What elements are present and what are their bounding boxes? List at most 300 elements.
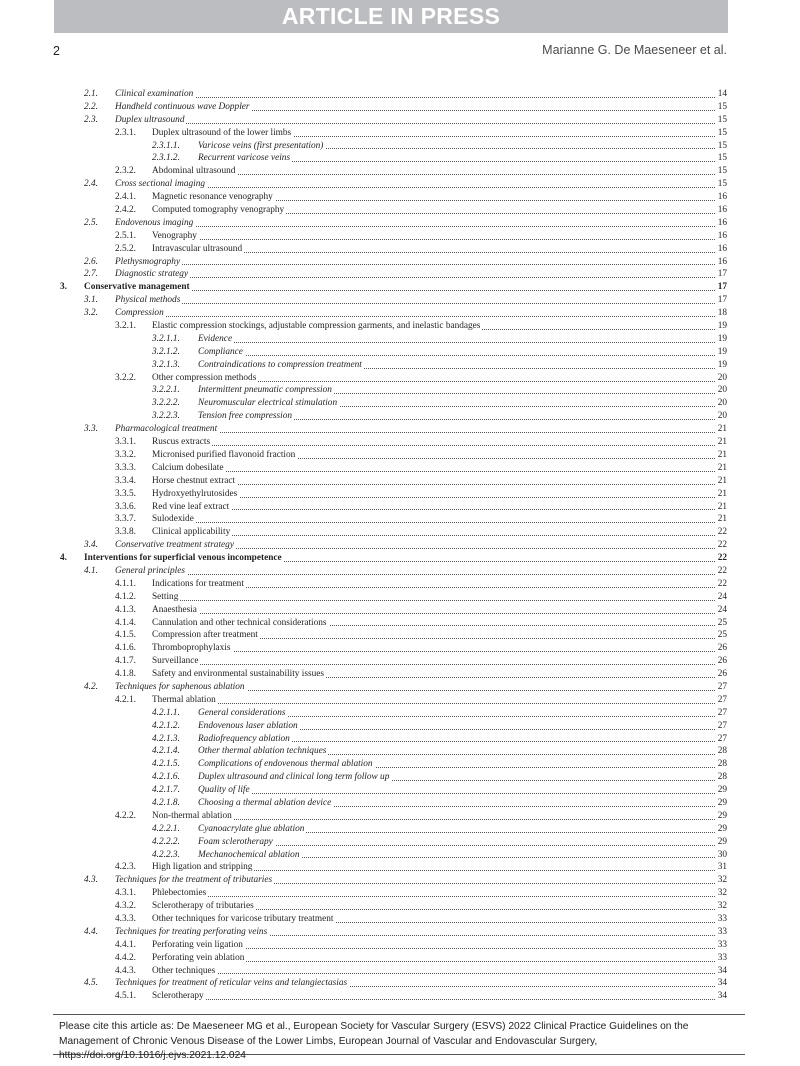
toc-entry-number: 4.2.1.6.	[152, 772, 180, 783]
toc-entry-page: 31	[717, 862, 727, 873]
toc-entry-number: 2.3.1.2.	[152, 153, 180, 164]
toc-entry-number: 3.3.7.	[115, 514, 136, 525]
toc-entry-title-wrap	[198, 410, 715, 423]
toc-entry-title: Conservative management	[84, 282, 190, 293]
toc-entry-title: Endovenous imaging	[115, 217, 194, 228]
toc-entry-page: 27	[717, 733, 727, 744]
toc-entry-title: Compression	[115, 308, 164, 319]
toc-entry-page: 33	[717, 926, 727, 937]
toc-entry-title: Calcium dobesilate	[152, 462, 224, 473]
toc-entry[interactable]	[0, 578, 800, 591]
toc-entry-number: 2.4.	[84, 179, 98, 190]
toc-entry[interactable]	[0, 268, 800, 281]
toc-entry[interactable]	[0, 733, 800, 746]
toc-entry-title: Perforating vein ablation	[152, 952, 245, 963]
toc-entry-page: 22	[717, 527, 727, 538]
toc-entry-title: Other thermal ablation techniques	[198, 746, 327, 757]
toc-entry-title-wrap	[198, 384, 715, 397]
dot-leader	[152, 600, 715, 601]
toc-entry-number: 4.1.4.	[115, 617, 136, 628]
toc-entry-title-wrap	[115, 217, 715, 230]
toc-entry-number: 3.2.2.2.	[152, 398, 180, 409]
toc-entry-number: 4.2.2.	[115, 810, 136, 821]
toc-entry-title-wrap	[198, 745, 715, 758]
toc-entry-title-wrap	[198, 707, 715, 720]
toc-entry-title-wrap	[115, 681, 715, 694]
toc-entry-title: Red vine leaf extract	[152, 501, 230, 512]
toc-entry-title: Abdominal ultrasound	[152, 166, 236, 177]
toc-entry-number: 4.2.2.2.	[152, 836, 180, 847]
toc-entry-title: General principles	[115, 565, 185, 576]
toc-entry-page: 29	[717, 810, 727, 821]
toc-entry-number: 4.2.1.5.	[152, 759, 180, 770]
toc-entry-page: 30	[717, 849, 727, 860]
toc-entry-title: Other techniques	[152, 965, 216, 976]
toc-entry-page: 21	[717, 424, 727, 435]
toc-entry-page: 32	[717, 888, 727, 899]
toc-entry-title: Computed tomography venography	[152, 205, 285, 216]
toc-entry-number: 2.3.2.	[115, 166, 136, 177]
toc-entry[interactable]	[0, 617, 800, 630]
toc-entry-number: 3.3.3.	[115, 462, 136, 473]
toc-entry-number: 4.4.2.	[115, 952, 136, 963]
toc-entry[interactable]	[0, 320, 800, 333]
toc-entry-number: 2.5.2.	[115, 243, 136, 254]
toc-entry-title: Contraindications to compression treatment	[198, 359, 362, 370]
toc-entry[interactable]	[0, 423, 800, 436]
toc-entry[interactable]	[0, 449, 800, 462]
toc-entry[interactable]	[0, 333, 800, 346]
toc-entry-number: 2.1.	[84, 89, 98, 99]
toc-entry-page: 25	[717, 617, 727, 628]
toc-entry-number: 4.2.1.3.	[152, 733, 180, 744]
toc-entry[interactable]	[0, 488, 800, 501]
toc-entry-number: 3.2.2.	[115, 372, 136, 383]
toc-entry[interactable]	[0, 359, 800, 372]
dot-leader	[152, 239, 715, 240]
toc-entry-page: 32	[717, 901, 727, 912]
toc-entry-title: Phlebectomies	[152, 888, 207, 899]
toc-entry[interactable]	[0, 565, 800, 578]
toc-entry-page: 16	[717, 256, 727, 267]
toc-entry[interactable]	[0, 462, 800, 475]
toc-entry[interactable]	[0, 887, 800, 900]
toc-entry-title-wrap	[198, 333, 715, 346]
toc-entry-page: 21	[717, 449, 727, 460]
toc-entry-title-wrap	[152, 127, 715, 140]
toc-entry-page: 15	[717, 166, 727, 177]
toc-entry-title: Duplex ultrasound	[115, 114, 185, 125]
toc-entry-title: Non-thermal ablation	[152, 810, 232, 821]
toc-entry-title: Foam sclerotherapy	[198, 836, 273, 847]
toc-entry-number: 4.1.	[84, 565, 98, 576]
toc-entry[interactable]	[0, 539, 800, 552]
toc-entry-page: 27	[717, 694, 727, 705]
toc-entry[interactable]	[0, 900, 800, 913]
toc-entry-title: Other techniques for varicose tributary treatment	[152, 914, 334, 924]
toc-entry-title: Clinical examination	[115, 89, 194, 99]
toc-entry-title: Cyanoacrylate glue ablation	[198, 823, 305, 834]
toc-entry-page: 34	[717, 978, 727, 989]
toc-entry[interactable]	[0, 836, 800, 849]
toc-entry-title-wrap	[152, 990, 715, 1003]
toc-entry-title-wrap	[152, 604, 715, 617]
toc-entry[interactable]	[0, 475, 800, 488]
toc-entry[interactable]	[0, 707, 800, 720]
page-number: 2	[53, 44, 60, 58]
toc-entry-page: 17	[717, 269, 727, 280]
toc-entry[interactable]	[0, 178, 800, 191]
toc-entry[interactable]	[0, 784, 800, 797]
toc-entry[interactable]	[0, 771, 800, 784]
toc-entry-title-wrap	[115, 539, 715, 552]
toc-entry[interactable]	[0, 436, 800, 449]
toc-entry-number: 4.2.2.3.	[152, 849, 180, 860]
toc-entry-number: 4.1.5.	[115, 630, 136, 641]
toc-entry-title: Compression after treatment	[152, 630, 258, 641]
toc-entry[interactable]	[0, 217, 800, 230]
toc-entry-title-wrap	[152, 320, 715, 333]
toc-entry-title: Pharmacological treatment	[115, 424, 218, 435]
toc-entry-page: 22	[717, 578, 727, 589]
toc-entry-title: Sclerotherapy of tributaries	[152, 901, 254, 912]
toc-entry-number: 2.5.1.	[115, 230, 136, 241]
toc-entry-title: Clinical applicability	[152, 527, 231, 538]
toc-entry[interactable]	[0, 926, 800, 939]
toc-entry[interactable]	[0, 281, 800, 294]
toc-entry-title-wrap	[152, 900, 715, 913]
toc-entry-number: 4.2.1.7.	[152, 785, 180, 796]
toc-entry[interactable]	[0, 346, 800, 359]
toc-entry-title: Intravascular ultrasound	[152, 243, 243, 254]
toc-entry-title-wrap	[198, 397, 715, 410]
toc-entry-title: Indications for treatment	[152, 578, 244, 589]
toc-entry[interactable]	[0, 372, 800, 385]
toc-entry[interactable]	[0, 990, 800, 1003]
toc-entry[interactable]	[0, 939, 800, 952]
toc-entry-page: 16	[717, 205, 727, 216]
toc-entry-page: 21	[717, 475, 727, 486]
toc-entry[interactable]	[0, 952, 800, 965]
toc-entry-title-wrap	[152, 629, 715, 642]
toc-entry-number: 4.1.2.	[115, 591, 136, 602]
toc-entry[interactable]	[0, 758, 800, 771]
toc-entry-title-wrap	[152, 372, 715, 385]
dot-leader	[115, 123, 715, 124]
toc-entry-number: 3.3.2.	[115, 449, 136, 460]
toc-entry[interactable]	[0, 604, 800, 617]
toc-entry-title: Ruscus extracts	[152, 437, 211, 448]
toc-entry-page: 27	[717, 681, 727, 692]
toc-entry-page: 26	[717, 669, 727, 680]
toc-entry-page: 15	[717, 114, 727, 125]
toc-entry-number: 4.4.	[84, 926, 98, 937]
toc-entry-title-wrap	[115, 423, 715, 436]
toc-entry[interactable]	[0, 810, 800, 823]
toc-entry[interactable]	[0, 861, 800, 874]
toc-entry-number: 4.3.2.	[115, 901, 136, 912]
toc-entry[interactable]	[0, 410, 800, 423]
dot-leader	[115, 264, 715, 265]
toc-entry-number: 3.2.1.1.	[152, 333, 180, 344]
toc-entry[interactable]	[0, 591, 800, 604]
toc-entry-title: Compliance	[198, 346, 243, 357]
toc-entry-title-wrap	[152, 462, 715, 475]
toc-entry-title-wrap	[115, 926, 715, 939]
toc-entry[interactable]	[0, 552, 800, 565]
toc-entry-title: Techniques for treating perforating veins	[115, 926, 268, 937]
toc-entry-title-wrap	[152, 230, 715, 243]
toc-entry-number: 3.2.1.2.	[152, 346, 180, 357]
toc-entry-number: 4.3.	[84, 875, 98, 886]
toc-entry-title: Evidence	[198, 333, 233, 344]
dot-leader	[152, 445, 715, 446]
toc-entry[interactable]	[0, 294, 800, 307]
toc-entry[interactable]	[0, 694, 800, 707]
dot-leader	[115, 316, 715, 317]
toc-entry[interactable]	[0, 745, 800, 758]
toc-entry-number: 4.3.3.	[115, 914, 136, 924]
toc-entry-page: 33	[717, 939, 727, 950]
toc-entry-page: 16	[717, 192, 727, 203]
toc-entry[interactable]	[0, 256, 800, 269]
toc-entry[interactable]	[0, 874, 800, 887]
toc-entry[interactable]	[0, 191, 800, 204]
toc-entry-title-wrap	[84, 281, 715, 294]
toc-entry-title: Varicose veins (first presentation)	[198, 140, 324, 151]
toc-entry-page: 20	[717, 411, 727, 422]
toc-entry-title-wrap	[198, 797, 715, 810]
toc-entry-number: 4.1.3.	[115, 604, 136, 615]
toc-entry-title: Mechanochemical ablation	[198, 849, 300, 860]
dot-leader	[115, 303, 715, 304]
toc-entry-title-wrap	[152, 243, 715, 256]
toc-entry-page: 29	[717, 797, 727, 808]
toc-entry-page: 19	[717, 346, 727, 357]
toc-entry-title: Magnetic resonance venography	[152, 192, 273, 203]
toc-entry-title-wrap	[115, 565, 715, 578]
toc-entry[interactable]	[0, 140, 800, 153]
toc-entry-title-wrap	[198, 836, 715, 849]
toc-entry-title: Sulodexide	[152, 514, 194, 525]
toc-entry-title: Endovenous laser ablation	[198, 720, 298, 731]
toc-entry-title: Surveillance	[152, 656, 199, 667]
toc-entry-number: 4.2.1.	[115, 694, 136, 705]
toc-entry-title: Conservative treatment strategy	[115, 540, 234, 551]
toc-entry[interactable]	[0, 397, 800, 410]
citation-footer: Please cite this article as: De Maeseneer MG et al., European Society for Vascular Surgery (ESVS) 2022 Clinical Practice Guidelines on the Management of Chronic Venous Disease of the Lower Limbs, European Journal of Vascular and Endovascular Surgery, https://doi.org/10.1016/j.ejvs.2021.12.024	[53, 1014, 745, 1055]
toc-entry-title-wrap	[84, 552, 715, 565]
toc-entry[interactable]	[0, 629, 800, 642]
toc-entry-title-wrap	[198, 140, 715, 153]
toc-entry-number: 4.2.1.4.	[152, 746, 180, 757]
article-in-press-banner: ARTICLE IN PRESS	[54, 0, 728, 33]
toc-entry-number: 3.1.	[84, 295, 98, 306]
toc-entry-title-wrap	[198, 849, 715, 862]
toc-entry-title-wrap	[115, 256, 715, 269]
toc-entry-title-wrap	[115, 101, 715, 114]
toc-entry-title: Cross sectional imaging	[115, 179, 206, 190]
dot-leader	[115, 97, 715, 98]
toc-entry-page: 16	[717, 243, 727, 254]
toc-entry[interactable]	[0, 513, 800, 526]
toc-entry-page: 26	[717, 656, 727, 667]
toc-entry-page: 16	[717, 217, 727, 228]
dot-leader	[115, 574, 715, 575]
toc-entry-page: 29	[717, 836, 727, 847]
toc-entry-title: Duplex ultrasound and clinical long term follow up	[198, 772, 390, 783]
toc-entry-page: 20	[717, 385, 727, 396]
toc-entry-title: Neuromuscular electrical stimulation	[198, 398, 338, 409]
toc-entry-title: Setting	[152, 591, 179, 602]
toc-entry-number: 4.4.3.	[115, 965, 136, 976]
toc-entry-page: 19	[717, 321, 727, 332]
toc-entry-page: 25	[717, 630, 727, 641]
toc-entry[interactable]	[0, 965, 800, 978]
toc-entry-title-wrap	[198, 758, 715, 771]
toc-entry-page: 27	[717, 720, 727, 731]
toc-entry-title: General considerations	[198, 707, 286, 718]
toc-entry-page: 17	[717, 282, 727, 293]
toc-entry-title: Safety and environmental sustainability issues	[152, 669, 324, 680]
toc-entry-number: 2.7.	[84, 269, 98, 280]
toc-entry-title-wrap	[152, 655, 715, 668]
toc-entry-page: 34	[717, 991, 727, 1002]
toc-entry-title-wrap	[152, 939, 715, 952]
toc-entry-title: Thermal ablation	[152, 694, 216, 705]
toc-entry-number: 3.2.1.3.	[152, 359, 180, 370]
toc-entry-title-wrap	[152, 642, 715, 655]
toc-entry[interactable]	[0, 668, 800, 681]
toc-entry-title: Radiofrequency ablation	[198, 733, 290, 744]
toc-entry-title: Other compression methods	[152, 372, 257, 383]
toc-entry[interactable]	[0, 307, 800, 320]
toc-entry-number: 4.2.	[84, 681, 98, 692]
toc-entry-title: Choosing a thermal ablation device	[198, 797, 332, 808]
running-head: Marianne G. De Maeseneer et al.	[542, 43, 727, 57]
toc-entry-title: Sclerotherapy	[152, 991, 204, 1002]
toc-entry[interactable]	[0, 823, 800, 836]
toc-entry-page: 22	[717, 553, 727, 564]
toc-entry-number: 2.4.2.	[115, 205, 136, 216]
dot-leader	[152, 819, 715, 820]
toc-entry-number: 2.2.	[84, 101, 98, 112]
toc-entry-page: 28	[717, 759, 727, 770]
toc-entry-page: 21	[717, 462, 727, 473]
toc-entry-number: 3.3.8.	[115, 527, 136, 538]
toc-entry-title: Hydroxyethylrutosides	[152, 488, 238, 499]
toc-entry-title-wrap	[152, 449, 715, 462]
dot-leader	[152, 471, 715, 472]
toc-entry-number: 4.2.2.1.	[152, 823, 180, 834]
toc-entry-title-wrap	[152, 913, 715, 926]
toc-entry-number: 4.2.3.	[115, 862, 136, 873]
toc-entry-title: Thromboprophylaxis	[152, 643, 231, 654]
toc-entry-title-wrap	[152, 887, 715, 900]
toc-entry-number: 2.3.	[84, 114, 98, 125]
toc-entry-title: Duplex ultrasound of the lower limbs	[152, 127, 292, 138]
toc-entry[interactable]	[0, 501, 800, 514]
toc-entry-page: 15	[717, 127, 727, 138]
toc-entry-title: Horse chestnut extract	[152, 475, 236, 486]
toc-entry-page: 19	[717, 333, 727, 344]
toc-entry-page: 20	[717, 398, 727, 409]
toc-entry-title-wrap	[152, 165, 715, 178]
toc-entry-number: 4.	[60, 553, 67, 564]
toc-entry[interactable]	[0, 681, 800, 694]
toc-entry-page: 21	[717, 488, 727, 499]
toc-entry[interactable]	[0, 243, 800, 256]
toc-entry-page: 14	[717, 89, 727, 99]
toc-entry-page: 15	[717, 153, 727, 164]
toc-entry-number: 2.3.1.	[115, 127, 136, 138]
toc-entry-title-wrap	[198, 346, 715, 359]
toc-entry-title: Handheld continuous wave Doppler	[115, 101, 250, 112]
dot-leader	[152, 509, 715, 510]
toc-entry[interactable]	[0, 152, 800, 165]
toc-entry-number: 3.3.1.	[115, 437, 136, 448]
toc-entry-title: Tension free compression	[198, 411, 292, 422]
toc-entry-title: Diagnostic strategy	[115, 269, 189, 280]
toc-entry-title-wrap	[115, 977, 715, 990]
toc-entry[interactable]	[0, 384, 800, 397]
toc-entry[interactable]	[0, 88, 800, 101]
toc-entry-title-wrap	[152, 526, 715, 539]
toc-entry-title: Venography	[152, 230, 197, 241]
dot-leader	[152, 703, 715, 704]
dot-leader	[152, 613, 715, 614]
toc-entry-page: 26	[717, 643, 727, 654]
toc-entry-title: High ligation and stripping	[152, 862, 253, 873]
toc-entry-number: 3.3.6.	[115, 501, 136, 512]
toc-entry-title-wrap	[152, 191, 715, 204]
toc-entry-page: 32	[717, 875, 727, 886]
toc-entry-page: 24	[717, 604, 727, 615]
toc-entry[interactable]	[0, 230, 800, 243]
toc-entry[interactable]	[0, 642, 800, 655]
toc-entry[interactable]	[0, 165, 800, 178]
toc-entry[interactable]	[0, 720, 800, 733]
dot-leader	[198, 845, 715, 846]
toc-entry[interactable]	[0, 204, 800, 217]
toc-entry-title-wrap	[115, 114, 715, 127]
toc-entry[interactable]	[0, 913, 800, 926]
dot-leader	[198, 355, 715, 356]
toc-entry[interactable]	[0, 526, 800, 539]
toc-entry-number: 4.3.1.	[115, 888, 136, 899]
toc-entry-number: 4.2.1.1.	[152, 707, 180, 718]
toc-entry-number: 4.1.7.	[115, 656, 136, 667]
toc-entry-number: 3.3.	[84, 424, 98, 435]
toc-entry-page: 21	[717, 501, 727, 512]
toc-entry[interactable]	[0, 114, 800, 127]
toc-entry-page: 24	[717, 591, 727, 602]
toc-entry[interactable]	[0, 977, 800, 990]
toc-entry-title-wrap	[115, 294, 715, 307]
toc-entry[interactable]	[0, 655, 800, 668]
toc-entry-title-wrap	[152, 501, 715, 514]
toc-entry-number: 4.5.1.	[115, 991, 136, 1002]
toc-entry-title: Techniques for treatment of reticular veins and telangiectasias	[115, 978, 348, 989]
toc-entry[interactable]	[0, 797, 800, 810]
toc-entry[interactable]	[0, 101, 800, 114]
toc-entry-title: Techniques for saphenous ablation	[115, 681, 245, 692]
toc-entry[interactable]	[0, 127, 800, 140]
toc-entry-title-wrap	[152, 578, 715, 591]
dot-leader	[152, 522, 715, 523]
toc-entry[interactable]	[0, 849, 800, 862]
toc-entry-page: 22	[717, 540, 727, 551]
